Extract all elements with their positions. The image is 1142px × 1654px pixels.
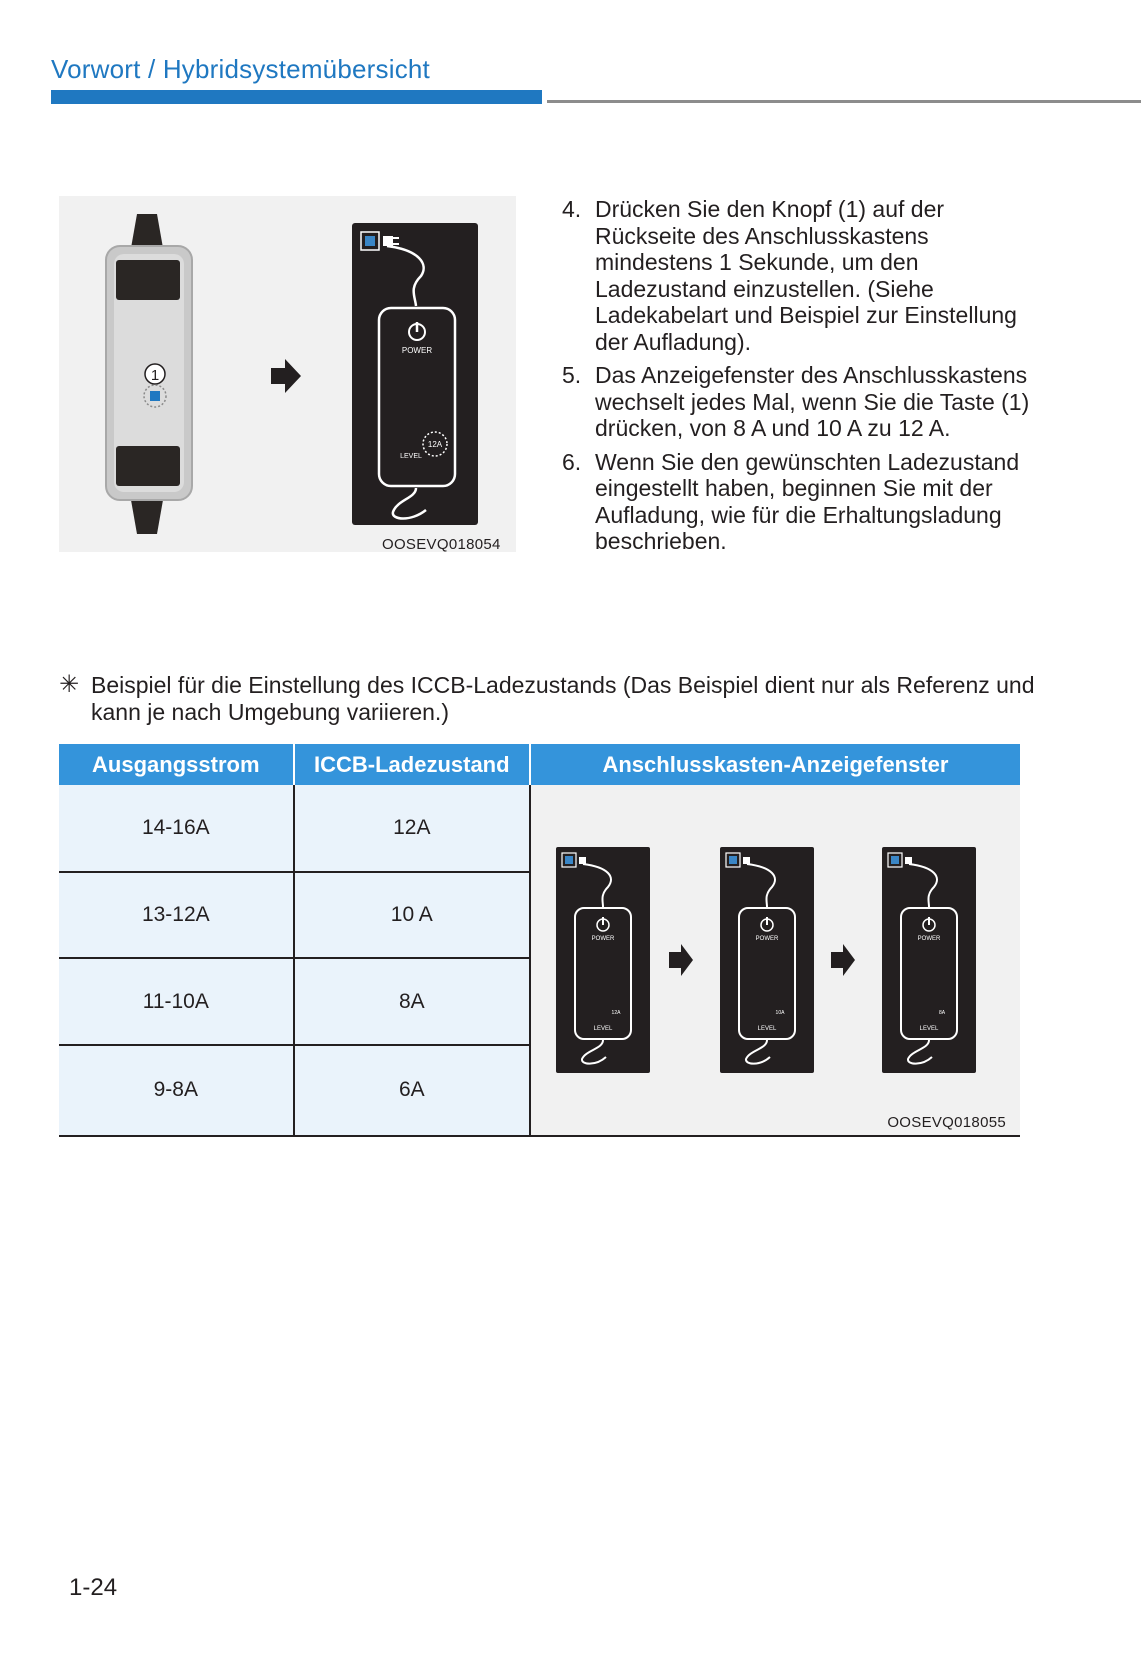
level-value: 10A [775,1010,785,1016]
power-label: POWER [917,936,941,942]
table-header-row [59,744,1020,785]
header-rule [547,100,1141,103]
cell-zustand: 8A [294,958,530,1044]
asterisk-icon: ✳ [59,671,80,698]
level-value: 12A [611,1010,621,1016]
step-item [560,449,1030,555]
table-row [59,785,1020,872]
cell-zustand: 12A [294,785,530,872]
power-label: POWER [591,936,615,942]
level-label: LEVEL [919,1026,939,1032]
step-text: Das Anzeigefenster des Anschlusskastens wechselt jedes Mal, wenn Sie die Taste (1) drücken, von 8 A und 10 A zu 12 A. [595,362,1030,441]
iccb-button-figure [59,196,516,552]
display-sequence-cell [530,785,1020,1136]
level-label: LEVEL [400,453,422,460]
level-label: LEVEL [757,1026,777,1032]
page-number: 1-24 [69,1574,118,1601]
display-sequence-illustration [531,785,1020,1135]
section-title: Vorwort / Hybridsystemübersicht [51,54,430,84]
arrow-right-icon [831,944,855,976]
step-text: Drücken Sie den Knopf (1) auf der Rückseite des Anschlusskastens mindestens 1 Sekunde, um den Ladezustand einzustellen. (Siehe Ladekabelart und Beispiel zur Einstellung der Aufladung). [595,196,1017,355]
cell-strom: 9-8A [59,1045,294,1136]
example-note [59,672,1051,725]
power-label: POWER [755,936,779,942]
step-number: 5. [562,362,582,388]
cell-strom: 13-12A [59,872,294,958]
step-text: Wenn Sie den gewünschten Ladezustand eingestellt haben, beginnen Sie mit der Aufladung, wie für die Erhaltungsladung beschrieben. [595,448,1020,554]
cell-strom: 14-16A [59,785,294,872]
column-header-iccb-ladezustand: ICCB-Ladezustand [294,744,530,785]
figure-code: OOSEVQ018054 [382,536,501,553]
figure-code: OOSEVQ018055 [887,1114,1006,1131]
iccb-settings-table [59,744,1020,1137]
column-header-anzeigefenster: Anschlusskasten-Anzeigefenster [530,744,1020,785]
cell-strom: 11-10A [59,958,294,1044]
level-value: 12A [427,440,443,449]
header-accent-bar [51,90,542,104]
note-text: Beispiel für die Einstellung des ICCB-Ladezustands (Das Beispiel dient nur als Referenz und kann je nach Umgebung variieren.) [91,672,1035,725]
arrow-right-icon [669,944,693,976]
instruction-steps [560,196,1030,562]
iccb-control-box-illustration [59,196,516,552]
step-number: 6. [562,448,582,475]
level-label: LEVEL [593,1026,613,1032]
cell-zustand: 10 A [294,872,530,958]
cell-zustand: 6A [294,1045,530,1136]
step-item [560,362,1030,442]
arrow-right-icon [271,359,301,393]
level-value: 8A [938,1010,946,1016]
step-number: 4. [562,196,582,222]
callout-number: 1 [150,367,160,384]
power-label: POWER [401,346,433,355]
column-header-ausgangsstrom: Ausgangsstrom [59,744,294,785]
step-item [560,196,1030,355]
